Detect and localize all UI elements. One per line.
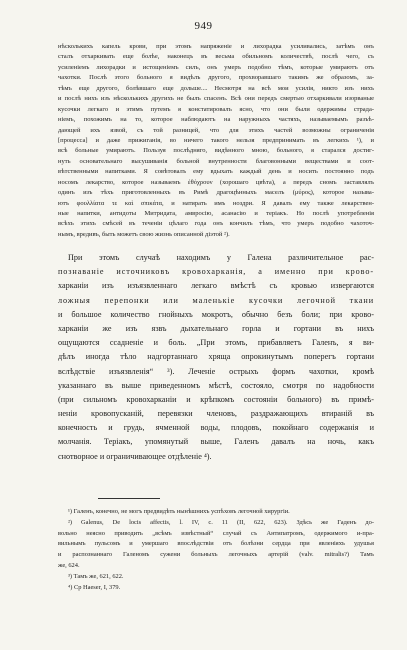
text-line: нымъ, вредивъ, быть можетъ свою жизнь описанной діэтой ²). [58, 230, 230, 238]
text-line: и большое количество гнойныхъ мокротъ, обычно безъ боли; при крово- [58, 309, 374, 319]
text-line: ощущаются ссадненіе и боль. „При этомъ, прибавляетъ Галенъ, я ви- [58, 338, 374, 348]
text-line: сталъ отхаркивать еще болѣе, наконецъ въ весьма обильномъ количествѣ, послѣ чего, съ [58, 53, 374, 61]
text-line: снотворное и ограничивающее отдѣленіе ⁴). [58, 451, 212, 461]
text-line: молчанія. Теріакъ, упомянутый выше, Галенъ давалъ на ночь, какъ [58, 437, 374, 447]
text-line: познаваніе источниковъ кровохарканія, а именно при крово- [58, 267, 374, 277]
page-number: 949 [194, 20, 213, 32]
footnotes [58, 507, 374, 593]
text-line: конечность и грудь, ячменной воды, плодовъ, покойнаго содержанія и [58, 423, 374, 433]
text-line: вѣтственными напитками. Я совѣтовалъ ему вдыхать каждый день и носить постоянно подъ [58, 168, 374, 176]
text-line: вслѣдствіе изъязвленія“ ³). Леченіе острыхъ формъ чахотки, кромѣ [58, 366, 374, 376]
footnote-line: и распознаннаго Галеномъ сужени больныхъ легочныхъ артерій (valv. mitralis?) Тамъ [58, 551, 374, 559]
text-line: носомъ лекарство, которое называемъ ἐθόχρουν (хорошаго цвѣта), а передъ сномъ заставлялъ [58, 178, 374, 186]
text-line: ютъ φουλλίατα τε καὶ σπικάτα, и натирать имъ ноздри. Я давалъ ему также лекарствен- [58, 199, 374, 207]
footnote-line: же, 624. [58, 561, 80, 569]
footnote-line: вильнымъ пульсомъ и умершаго впослѣдствіи отъ болѣзни сердца при явленіяхъ удушья [58, 540, 374, 548]
text-line: и послѣ нихъ изъ нѣсколькихъ другихъ не былъ спасенъ. Всѣ они передъ смертью отхаркивали изорваные [58, 95, 374, 103]
text-line: ные напитки, антидоты Митридата, амвросію, асанасію и теріакъ. Но послѣ употребленія [58, 210, 374, 217]
footnote: ³) Тамъ же, 621, 622. [68, 572, 124, 580]
text-line: харканіи же изъ язвъ дыхательнаго горла и гортани въ нихъ [58, 323, 374, 333]
text-line: ніемъ, похожимъ на то, которое наблюдаютъ на наружныхъ частяхъ, называемымъ разъѣ- [58, 116, 374, 124]
text-line: дѣлъ иногда тѣло надгортаннаго хряща опрокинутымъ поперегъ гортани [58, 352, 374, 362]
main-paragraph [58, 251, 374, 464]
quoted-passage [58, 42, 374, 240]
text-line: кусочки легкаго и этимъ путемъ я констатировалъ ясно, что они были одержимы страда- [58, 105, 374, 113]
text-line: нуть основательнаго высушиванія больной внутренности благовонными веществами и соот- [58, 157, 374, 165]
text-line: тѣмъ еще другого, болѣвшаго еще дольше.... Несмотря на всѣ мои усилія, никто изъ нихъ [58, 84, 374, 92]
footnote: ⁴) Ср Haeser, I, 379. [68, 583, 121, 591]
text-line: всѣ больные умираютъ. Пользуя послѣдняго, видѣнного мною, больного, я старался достиг- [58, 147, 374, 155]
text-line: чахотки. Послѣ этого больного я видѣлъ другого, прохворавшаго такимъ же образомъ, за- [58, 74, 374, 82]
text-line: харканіи изъ изъязвленнаго легкаго вмѣстѣ съ кровью извергаются [58, 281, 374, 291]
text-line: ложныя перепонки или маленькіе кусочки легочной ткани [58, 295, 374, 305]
text-line: усиленіемъ лихорадки и истощеніемъ силъ, онъ умеръ подобно тѣмъ, которые умираютъ отъ [58, 63, 374, 71]
footnote: ¹) Галенъ, конечно, не могъ предвидѣть нынѣшнихъ успѣховъ легочной хирургіи. [68, 508, 290, 515]
text-line: дающей ихъ язвой, съ той разницей, что для этихъ частей возможны ограниченія [58, 126, 374, 134]
text-line: (при сильномъ кровохарканіи и крѣпкомъ состояніи больного) въ примѣ- [58, 394, 374, 404]
text-line: всѣхъ этихъ смѣсей въ теченіи цѣлаго года онъ кончилъ тѣмъ, что умеръ подобно чахоточ- [58, 220, 374, 228]
text-line: нѣсколькихъ капель крови, при этомъ напряженіе и лихорадка усиливались, затѣмъ онъ [58, 43, 374, 50]
footnote-line: вольно неясно приводить „всѣмъ извѣстный“ случай съ Антипатромъ, одержимого и-пра- [58, 529, 374, 537]
text-line: указаннаго въ выше приведенномъ мѣстѣ, состояло, смотря по надобности [58, 380, 374, 390]
text-line: [процесса] и даже прижиганія, во ничего такого нельзя предпринимать въ легкихъ ¹), и [58, 136, 374, 144]
text-line: При этомъ случаѣ находимъ у Галена различительное рас- [68, 253, 374, 262]
text-line: одинъ изъ тѣхъ приготовленныхъ въ Римѣ драгоцѣнныхъ маселъ (μύρος), которое называ- [58, 189, 374, 197]
footnote-divider [98, 498, 160, 499]
footnote: ²) Galenus, De locis affectis, l. IV, c. 11 (II, 622, 623). Здѣсь же Гаденъ до- [68, 518, 374, 526]
text-line: неніи кровопусканій, перевязки членовъ, раздражающихъ втираній въ [58, 409, 374, 419]
